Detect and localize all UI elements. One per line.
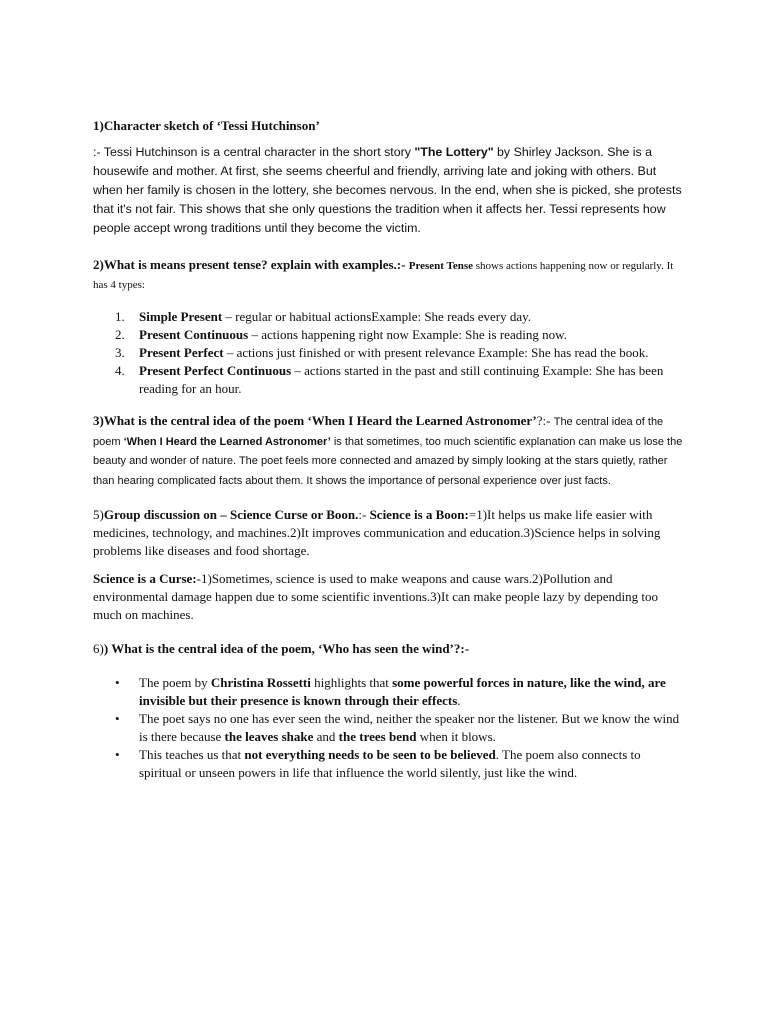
boon-label: Science is a Boon: [369,507,469,522]
q1-heading: 1)Character sketch of ‘Tessi Hutchinson’ [93,118,320,133]
tense-types-list [93,308,683,398]
list-item: • The poem by Christina Rossetti highlights that some powerful forces in nature, like the wind, are invisible but their presence is known through their effects. [115,675,666,708]
present-tense-term: Present Tense [408,260,474,272]
list-item: 3. Present Perfect – actions just finished or with present relevance Example: She has read the book. [115,345,649,360]
story-title: "The Lottery" [414,145,494,159]
q5-heading: Group discussion on – Science Curse or Boon. [103,507,359,522]
q6-bullet-list [93,674,683,782]
bullet-icon: • [115,711,120,726]
q6-heading: 6)) What is the central idea of the poem, ‘Who has seen the wind’?:- [93,641,470,656]
q5-curse: Science is a Curse:-1)Sometimes, science is used to make weapons and cause wars.2)Pollution and environmental damage happen due to some scientific inventions.3)It can make people lazy by depending too much on machines. [93,571,658,622]
bullet-icon: • [115,675,120,690]
q2-heading: 2)What is means present tense? explain with examples.:- Present Tense shows actions happening now or regularly. It has 4 types: [93,257,674,291]
list-item: • The poet says no one has ever seen the wind, neither the speaker nor the listener. But we know the wind is there because the leaves shake and the trees bend when it blows. [115,711,680,744]
curse-label: Science is a Curse: [93,571,197,586]
list-item: 2. Present Continuous – actions happening right now Example: She is reading now. [115,327,567,342]
list-item: • This teaches us that not everything needs to be seen to be believed. The poem also connects to spiritual or unseen powers in life that influence the world silently, just like the wind. [115,747,641,780]
q3-block: 3)What is the central idea of the poem ‘When I Heard the Learned Astronomer’?:- The central idea of the poem ‘When I Heard the Learned Astronomer’ is that sometimes, too much scientific explanation can make us lose the beauty and wonder of nature. The poet feels more connected and amazed by simply looking at the stars quietly, rather than hearing complicated facts about them. It shows the importance of personal experience over just facts. [93,413,683,487]
q3-heading: 3)What is the central idea of the poem ‘When I Heard the Learned Astronomer’?:- [93,413,554,428]
document-page [93,117,683,782]
bullet-icon: • [115,747,120,762]
q1-answer: :- Tessi Hutchinson is a central character in the short story "The Lottery" by Shirley Jackson. She is a housewife and mother. At first, she seems cheerful and friendly, arriving late and joking with others. But when her family is chosen in the lottery, she becomes nervous. In the end, when she is picked, she protests that it's not fair. This shows that she only questions the tradition when it affects her. Tessi represents how people accept wrong traditions until they become the victim. [93,145,682,235]
poem-title: ‘When I Heard the Learned Astronomer’ [123,435,331,448]
list-item: 4. Present Perfect Continuous – actions started in the past and still continuing Example: She has been reading for an hour. [115,363,664,396]
list-item: 1. Simple Present – regular or habitual actionsExample: She reads every day. [115,309,532,324]
q5-block: 5)Group discussion on – Science Curse or Boon.:- Science is a Boon:=1)It helps us make life easier with medicines, technology, and machines.2)It improves communication and education.3)Science helps in solving problems like diseases and food shortage. [93,507,661,558]
